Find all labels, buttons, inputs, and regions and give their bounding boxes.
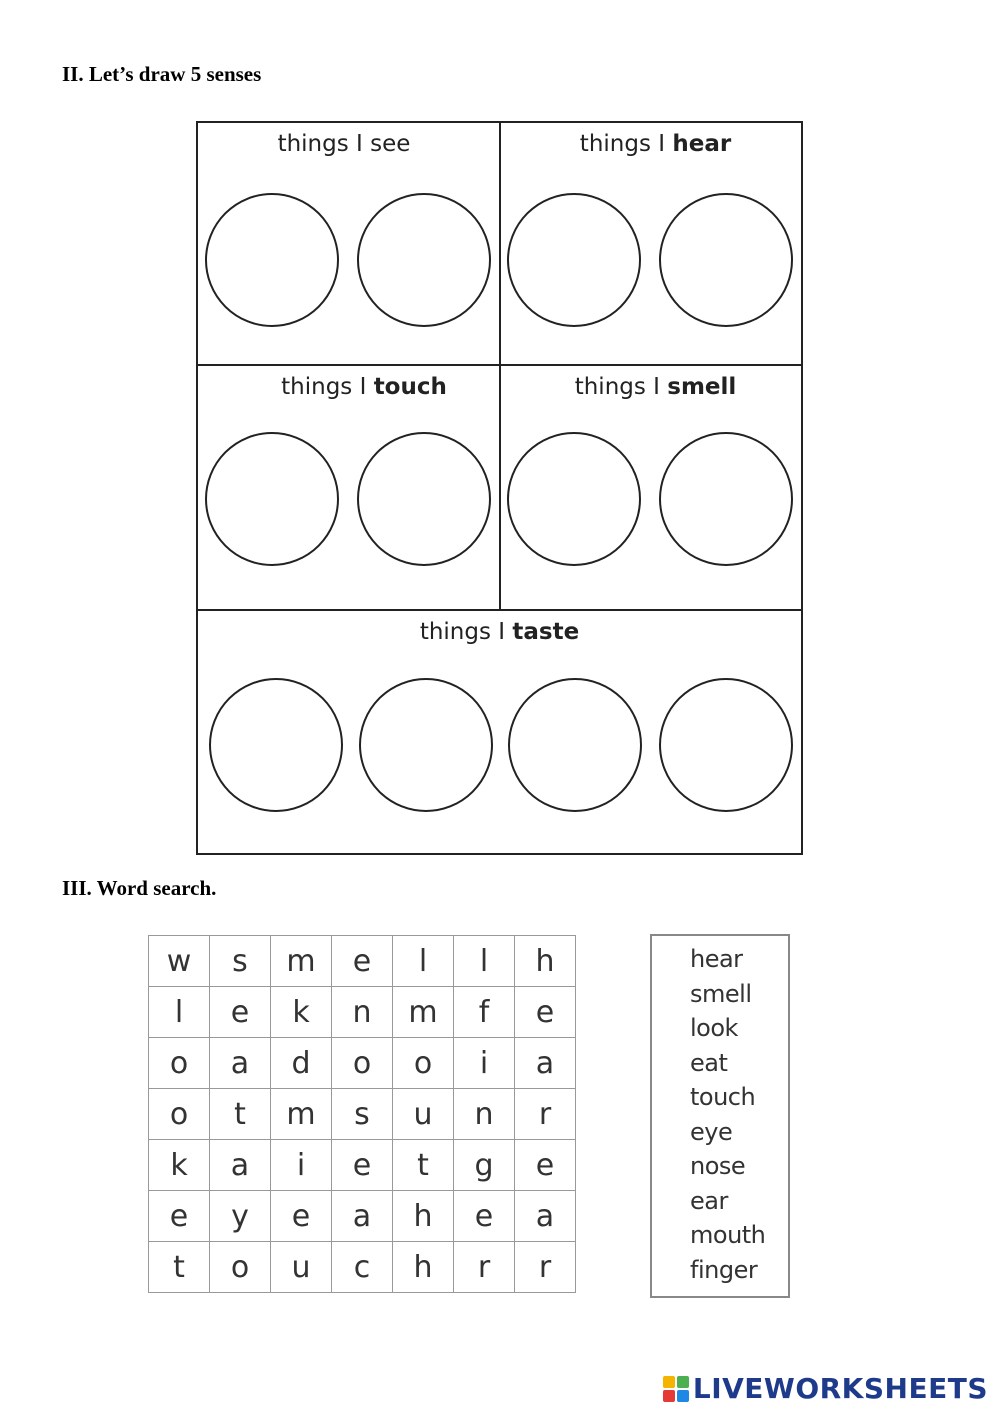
grid-letter[interactable]: h [393,1242,454,1293]
grid-letter[interactable]: n [332,987,393,1038]
grid-letter[interactable]: o [332,1038,393,1089]
drawing-circle[interactable] [659,432,793,566]
grid-letter[interactable]: h [393,1191,454,1242]
grid-letter[interactable]: s [210,936,271,987]
sense-title-see: things I see [277,131,411,157]
word-list-item: nose [690,1152,746,1180]
sense-title-touch: things I touch [281,374,447,400]
section-3-heading: III. Word search. [62,876,217,900]
grid-letter[interactable]: a [332,1191,393,1242]
word-list-item: look [690,1014,738,1042]
grid-letter[interactable]: n [454,1089,515,1140]
grid-letter[interactable]: o [210,1242,271,1293]
grid-letter[interactable]: a [515,1191,576,1242]
sense-cell-taste [198,611,801,853]
liveworksheets-logo [663,1372,988,1405]
drawing-circle[interactable] [209,678,343,812]
grid-letter[interactable]: w [149,936,210,987]
grid-row [149,987,576,1038]
grid-letter[interactable]: m [271,936,332,987]
grid-letter[interactable]: e [271,1191,332,1242]
grid-letter[interactable]: m [271,1089,332,1140]
drawing-circle[interactable] [205,193,339,327]
grid-letter[interactable]: u [271,1242,332,1293]
sense-title-smell: things I smell [574,374,737,400]
drawing-circle[interactable] [357,193,491,327]
sense-cell-touch [198,366,500,609]
grid-letter[interactable]: e [515,1140,576,1191]
grid-letter[interactable]: l [393,936,454,987]
drawing-circle[interactable] [659,678,793,812]
grid-letter[interactable]: a [210,1140,271,1191]
word-list-item: mouth [690,1221,766,1249]
word-list-item: ear [690,1186,728,1215]
grid-letter[interactable]: t [149,1242,210,1293]
grid-letter[interactable]: d [271,1038,332,1089]
grid-letter[interactable]: u [393,1089,454,1140]
section-2-heading: II. Let’s draw 5 senses [62,62,262,86]
drawing-circle[interactable] [357,432,491,566]
grid-letter[interactable]: f [454,987,515,1038]
grid-letter[interactable]: i [454,1038,515,1089]
sense-title-hear: things I hear [579,131,732,157]
grid-row [149,1089,576,1140]
grid-letter[interactable]: r [454,1242,515,1293]
grid-letter[interactable]: k [271,987,332,1038]
grid-row [149,1140,576,1191]
grid-letter[interactable]: o [149,1038,210,1089]
grid-letter[interactable]: t [393,1140,454,1191]
grid-letter[interactable]: i [271,1140,332,1191]
sense-cell-see [198,123,500,365]
grid-letter[interactable]: a [515,1038,576,1089]
grid-letter[interactable]: a [210,1038,271,1089]
brand-name: LIVEWORKSHEETS [692,1372,988,1405]
grid-row [149,936,576,987]
grid-letter[interactable]: k [149,1140,210,1191]
word-list-item: finger [690,1255,758,1284]
grid-letter[interactable]: e [210,987,271,1038]
grid-letter[interactable]: t [210,1089,271,1140]
grid-letter[interactable]: l [149,987,210,1038]
grid-letter[interactable]: y [210,1191,271,1242]
drawing-circle[interactable] [205,432,339,566]
grid-letter[interactable]: o [149,1089,210,1140]
grid-letter[interactable]: e [332,936,393,987]
grid-letter[interactable]: e [515,987,576,1038]
grid-letter[interactable]: e [454,1191,515,1242]
grid-letter[interactable]: l [454,936,515,987]
word-list-item: eat [690,1048,728,1077]
grid-letter[interactable]: r [515,1089,576,1140]
liveworksheets-logo-icon [663,1376,689,1402]
grid-letter[interactable]: o [393,1038,454,1089]
grid-letter[interactable]: s [332,1089,393,1140]
senses-drawing-chart [196,121,803,855]
word-list-item: touch [690,1083,756,1111]
grid-letter[interactable]: r [515,1242,576,1293]
grid-letter[interactable]: e [332,1140,393,1191]
drawing-circle[interactable] [659,193,793,327]
grid-row [149,1242,576,1293]
word-list-item: eye [690,1117,733,1146]
grid-letter[interactable]: e [149,1191,210,1242]
word-list-item: hear [690,945,743,973]
word-search-grid [148,935,576,1293]
word-list-item: smell [690,979,752,1008]
grid-letter[interactable]: c [332,1242,393,1293]
drawing-circle[interactable] [507,193,641,327]
grid-row [149,1038,576,1089]
sense-cell-smell [500,366,801,609]
drawing-circle[interactable] [508,678,642,812]
word-list [650,934,790,1298]
drawing-circle[interactable] [359,678,493,812]
grid-letter[interactable]: h [515,936,576,987]
grid-row [149,1191,576,1242]
grid-letter[interactable]: m [393,987,454,1038]
sense-cell-hear [500,123,801,365]
sense-title-taste: things I taste [419,619,580,645]
drawing-circle[interactable] [507,432,641,566]
grid-letter[interactable]: g [454,1140,515,1191]
